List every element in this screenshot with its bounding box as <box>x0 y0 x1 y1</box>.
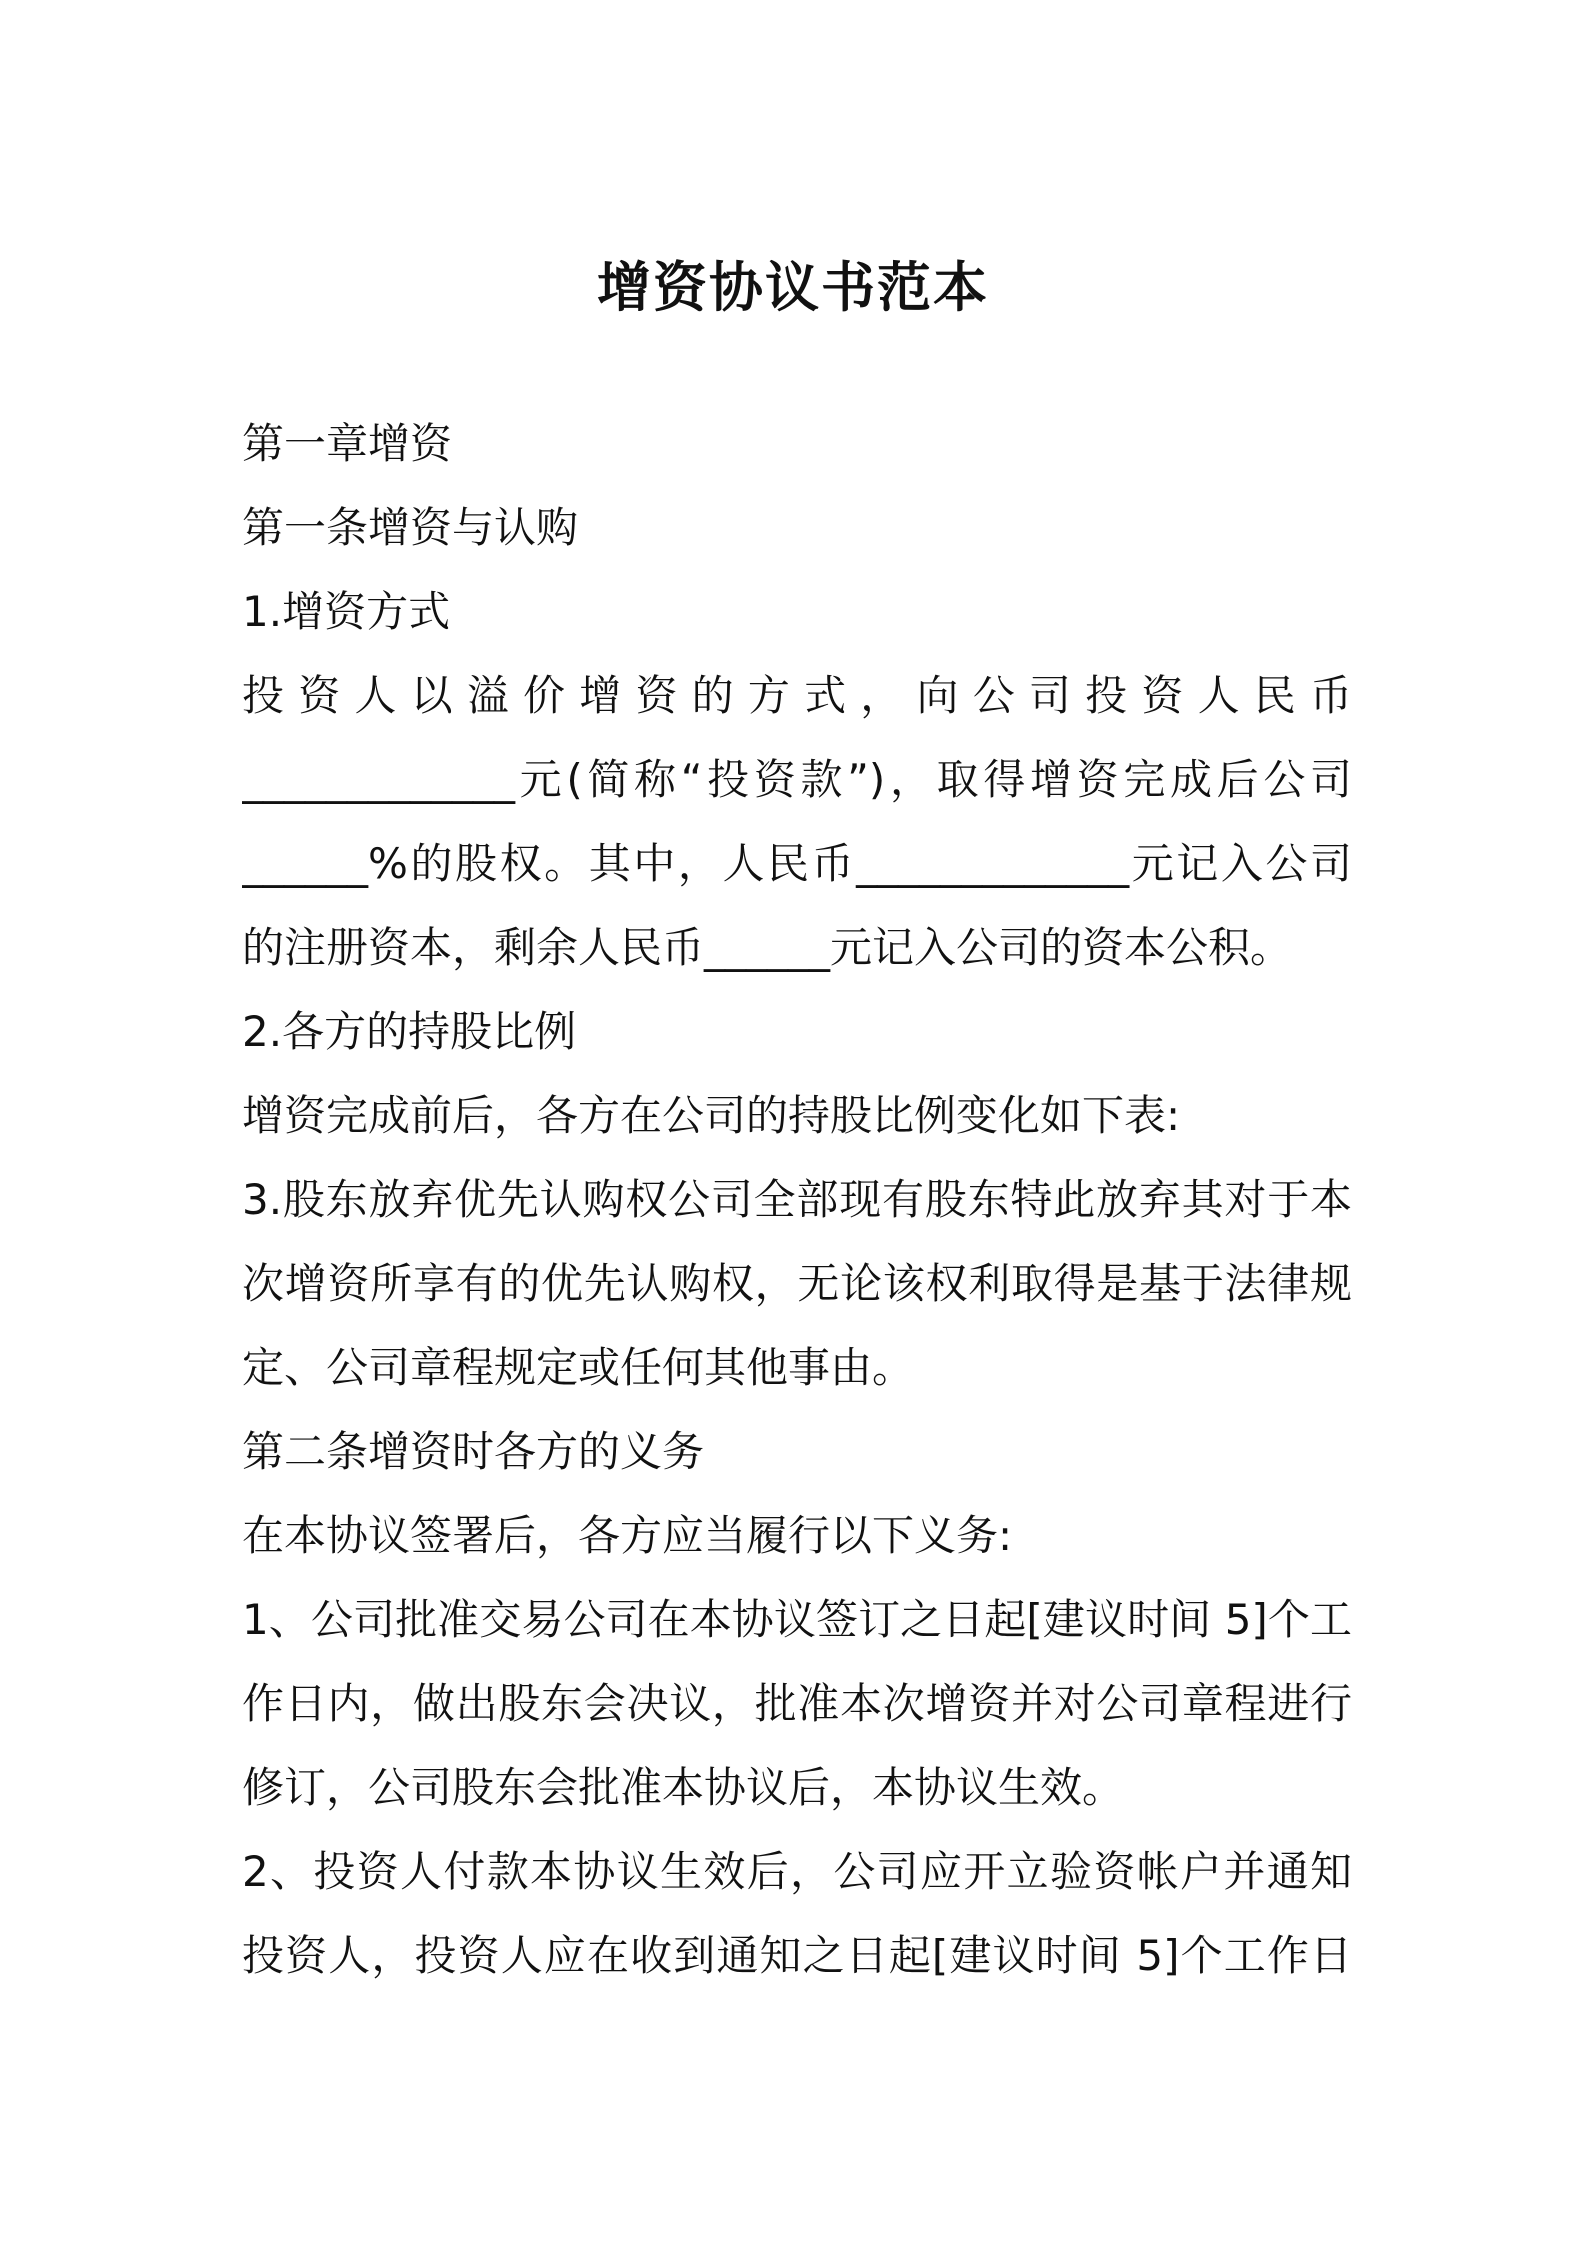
article-heading: 第二条增资时各方的义务 <box>242 1427 705 1476</box>
paragraph-line: 作日内，做出股东会决议，批准本次增资并对公司章程进行 <box>242 1679 1352 1728</box>
paragraph-line: 1、公司批准交易公司在本协议签订之日起[建议时间 5]个工 <box>242 1595 1352 1644</box>
paragraph-line: 投资人以溢价增资的方式，向公司投资人民币 <box>242 671 1352 720</box>
paragraph-line: 3.股东放弃优先认购权公司全部现有股东特此放弃其对于本 <box>242 1175 1352 1224</box>
paragraph-line: 增资完成前后，各方在公司的持股比例变化如下表: <box>242 1091 1181 1140</box>
article-heading: 第一条增资与认购 <box>242 503 579 552</box>
paragraph-line: 在本协议签署后，各方应当履行以下义务: <box>242 1511 1013 1560</box>
paragraph-line: _____________元(简称“投资款”)，取得增资完成后公司 <box>242 755 1352 804</box>
paragraph-line: 定、公司章程规定或任何其他事由。 <box>242 1343 915 1392</box>
document-title: 增资协议书范本 <box>597 256 989 319</box>
paragraph-line: 的注册资本，剩余人民币______元记入公司的资本公积。 <box>242 923 1293 972</box>
document-body <box>242 402 1352 1998</box>
section-heading: 2.各方的持股比例 <box>242 1007 577 1056</box>
chapter-heading: 第一章增资 <box>242 419 453 468</box>
paragraph-line: 2、投资人付款本协议生效后，公司应开立验资帐户并通知 <box>242 1847 1352 1896</box>
paragraph-line: ______%的股权。其中，人民币_____________元记入公司 <box>242 839 1352 888</box>
section-heading: 1.增资方式 <box>242 587 451 636</box>
paragraph-line: 修订，公司股东会批准本协议后，本协议生效。 <box>242 1763 1125 1812</box>
paragraph-line: 次增资所享有的优先认购权，无论该权利取得是基于法律规 <box>242 1259 1352 1308</box>
paragraph-line: 投资人，投资人应在收到通知之日起[建议时间 5]个工作日 <box>242 1931 1352 1980</box>
